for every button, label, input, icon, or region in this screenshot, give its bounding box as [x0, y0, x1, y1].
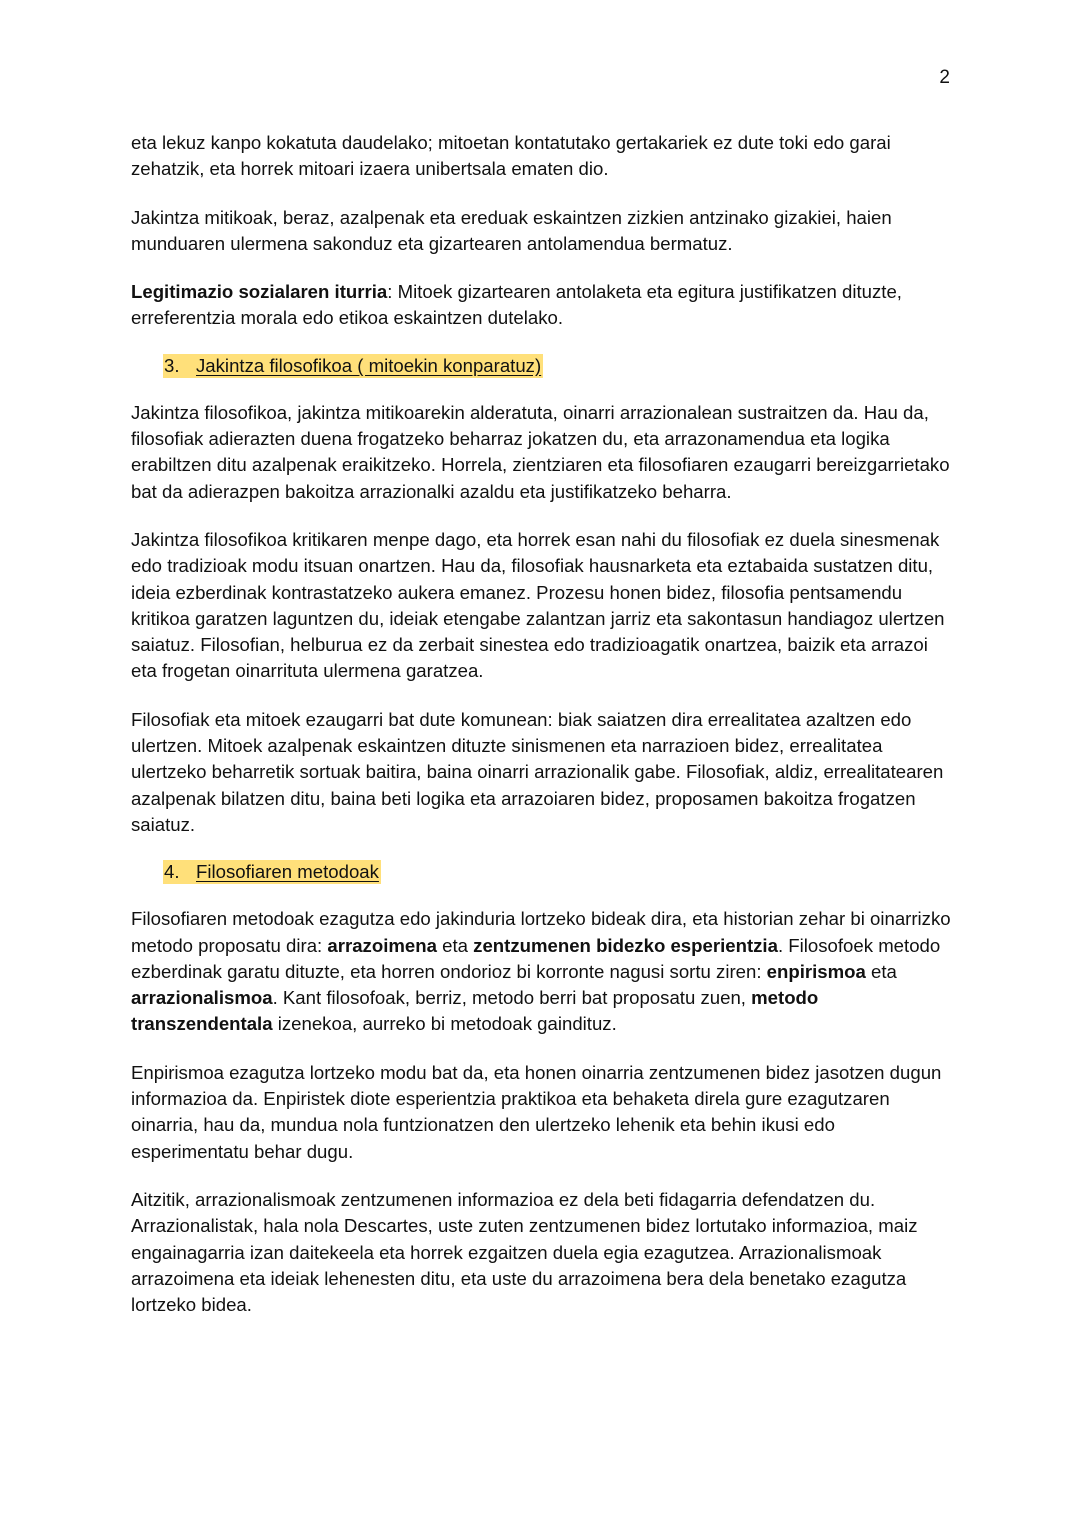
term-empiricism: enpirismoa [766, 960, 866, 982]
paragraph-rationalism: Aitzitik, arrazionalismoak zentzumenen informazioa ez dela beti fidagarria defendatzen du. Arrazionalistak, hala nola Descartes, uste zuten zentzumenen bidez lortutako informazioa, maiz engainagarria izan daitekeela eta horrek ezgaitzen duela egia ezagutzea. Arrazionalismoak arrazoimena eta ideiak lehenesten ditu, eta uste du arrazoimena bera dela benetako ezagutza lortzeko bidea. [131, 1188, 918, 1316]
section-heading-3 [163, 354, 956, 378]
text-run: Filosofiaren metodoak ezagutza edo jakinduria lortzeko bideak dira, eta historian zehar bi oinarrizko metodo proposatu dira: [131, 908, 951, 956]
heading-number: 3. [164, 354, 180, 376]
paragraph-social-legitimation-text: : Mitoek gizartearen antolaketa eta egitura justifikatzen dituzte, erreferentzia morala edo etikoa eskaintzen dutelako. [131, 281, 902, 329]
term-transcendental-method: metodo transzendentala [131, 987, 819, 1035]
heading-title: Filosofiaren metodoak [196, 861, 379, 883]
term-rationalism: arrazionalismoa [131, 987, 273, 1009]
heading-number: 4. [164, 861, 180, 883]
text-run: . Filosofoek metodo ezberdinak garatu dituzte, eta horren ondorioz bi korronte nagusi sortu ziren: [131, 934, 941, 982]
paragraph-philosophical-knowledge: Jakintza filosofikoa, jakintza mitikoarekin alderatuta, oinarri arrazionalean sustraitzen da. Hau da, filosofiak adierazten duena frogatzeko beharraz jokatzen du, eta arrazonamendua eta logika erabiltzen ditu azalpenak eraikitzeko. Horrela, zientziaren eta filosofiaren ezaugarri bereizgarrietako bat da adierazpen bakoitza arrazionalki azaldu eta justifikatzeko beharra. [131, 401, 950, 502]
text-run: izenekoa, aurreko bi metodoak gaindituz. [272, 1013, 617, 1035]
section-heading-4 [163, 860, 956, 884]
heading-highlight [163, 860, 381, 884]
paragraph-critical-thinking: Jakintza filosofikoa kritikaren menpe dago, eta horrek esan nahi du filosofiak ez duela sinesmenak edo tradizioak modu itsuan onartzen. Hau da, filosofiak hausnarketa eta eztabaida sustatzen ditu, ideia ezberdinak kontrastatzeko aukera emanez. Prozesu honen bidez, filosofia pentsamendu kritikoa garatzen laguntzen du, ideiak etengabe zalantzan jarriz eta sakontasun handiagoz ulertzen saiatuz. Filosofian, helburua ez da zerbait sinestea edo tradizioagatik onartzea, baizik eta arrazoi eta frogetan oinarrituta ulermena garatzea. [131, 528, 945, 682]
page-number: 2 [939, 67, 950, 88]
paragraph-myth-universality: eta lekuz kanpo kokatuta daudelako; mitoetan kontatutako gertakariek ez dute toki edo garai zehatzik, eta horrek mitoari izaera unibertsala ematen dio. [131, 132, 891, 180]
paragraph-empiricism: Enpirismoa ezagutza lortzeko modu bat da, eta honen oinarria zentzumenen bidez jasotzen dugun informazioa da. Enpiristek diote esperientzia praktikoa eta behaketa direla gure ezagutzaren oinarria, hau da, mundua nola funtzionatzen den ulertzeko lehenik eta behin ikusi edo esperimentatu behar dugu. [131, 1061, 942, 1162]
paragraph-myth-vs-philosophy: Filosofiak eta mitoek ezaugarri bat dute komunean: biak saiatzen dira errealitatea azaltzen edo ulertzen. Mitoek azalpenak eskaintzen dituzte sinismenen eta narrazioen bidez, errealitatea ulertzeko beharretik sortuak baitira, baina oinarri arrazionalik gabe. Filosofiak, aldiz, errealitatearen azalpenak bilatzen ditu, baina beti logika eta arrazoiaren bidez, proposamen bakoitza frogatzen saiatuz. [131, 708, 944, 835]
heading-highlight [163, 354, 543, 378]
text-run: . Kant filosofoak, berriz, metodo berri bat proposatu zuen, [272, 987, 752, 1009]
term-reason: arrazoimena [327, 934, 437, 956]
paragraph-social-legitimation [131, 279, 956, 332]
text-run: eta [865, 960, 897, 982]
term-social-legitimation: Legitimazio sozialaren iturria [131, 281, 388, 303]
paragraph-philosophy-methods [131, 906, 956, 1037]
text-run: eta [436, 934, 474, 956]
term-sensory-experience: zentzumenen bidezko esperientzia [473, 934, 778, 956]
paragraph-mythic-knowledge: Jakintza mitikoak, beraz, azalpenak eta ereduak eskaintzen zizkien antzinako gizakiei, haien munduaren ulermena sakonduz eta gizartearen antolamendua bermatuz. [131, 206, 892, 254]
heading-title: Jakintza filosofikoa ( mitoekin konparatuz) [196, 354, 542, 376]
document-body [131, 130, 956, 1340]
